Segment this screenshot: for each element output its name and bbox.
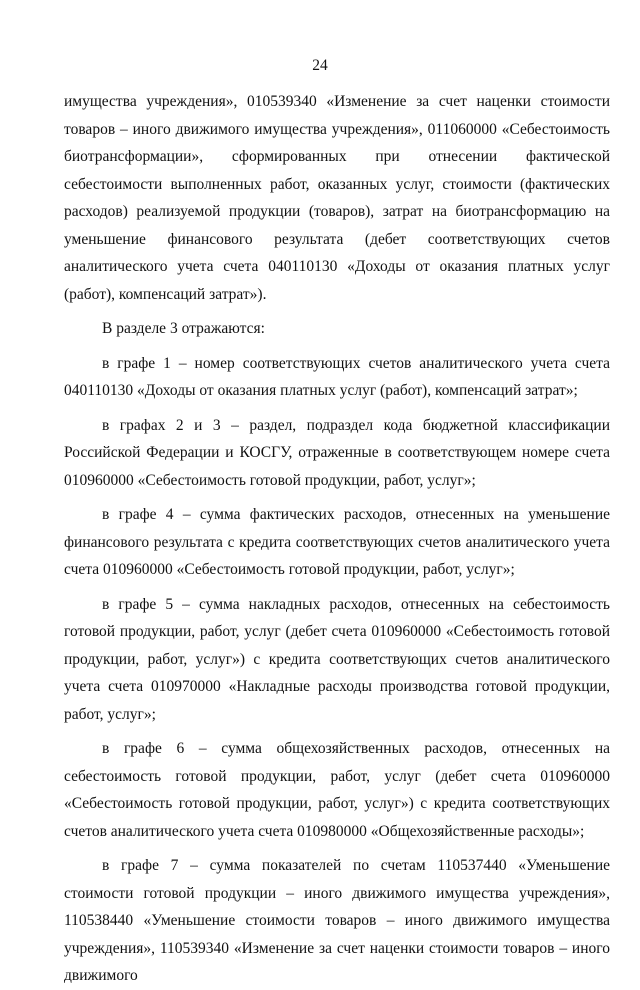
- paragraph-column-7: в графе 7 – сумма показателей по счетам 110537440 «Уменьшение стоимости готовой продукции – иного движимого имущества учреждения», 110538440 «Уменьшение стоимости товаров – иного движимого имущества учреждения», 110539340 «Изменение за счет наценки стоимости товаров – иного движимого: [64, 857, 610, 984]
- paragraph-column-1: в графе 1 – номер соответствующих счетов аналитического учета счета 040110130 «Доходы от оказания платных услуг (работ), компенсаций затрат»;: [64, 354, 610, 399]
- paragraph-section-3-intro: В разделе 3 отражаются:: [102, 320, 265, 337]
- paragraph-columns-2-3: в графах 2 и 3 – раздел, подраздел кода бюджетной классификации Российской Федерации и КОСГУ, отраженные в соответствующем номере счета 010960000 «Себестоимость готовой продукции, работ, услуг»;: [64, 416, 610, 489]
- paragraph-column-5: в графе 5 – сумма накладных расходов, отнесенных на себестоимость готовой продукции, работ, услуг (дебет счета 010960000 «Себестоимость готовой продукции, работ, услуг») с кредита соответствующих счетов аналитического учета счета 010970000 «Накладные расходы производства готовой продукции, работ, услуг»;: [64, 595, 610, 723]
- paragraph-column-4: в графе 4 – сумма фактических расходов, отнесенных на уменьшение финансового результата с кредита соответствующих счетов аналитического учета счета 010960000 «Себестоимость готовой продукции, работ, услуг»;: [64, 506, 610, 578]
- document-body: [64, 88, 610, 990]
- paragraph-column-6: в графе 6 – сумма общехозяйственных расходов, отнесенных на себестоимость готовой продукции, работ, услуг (дебет счета 010960000 «Себестоимость готовой продукции, работ, услуг») с кредита соответствующих счетов аналитического учета счета 010980000 «Общехозяйственные расходы»;: [64, 740, 610, 840]
- page-number: 24: [312, 57, 328, 74]
- paragraph-continuation: имущества учреждения», 010539340 «Изменение за счет наценки стоимости товаров – иного движимого имущества учреждения», 011060000 «Себестоимость биотрансформации», сформированных при отнесении фактической себестоимости выполненных работ, оказанных услуг, стоимости (фактических расходов) реализуемой продукции (товаров), затрат на биотрансформацию на уменьшение финансового результата (дебет соответствующих счетов аналитического учета счета 040110130 «Доходы от оказания платных услуг (работ), компенсаций затрат»).: [64, 93, 610, 303]
